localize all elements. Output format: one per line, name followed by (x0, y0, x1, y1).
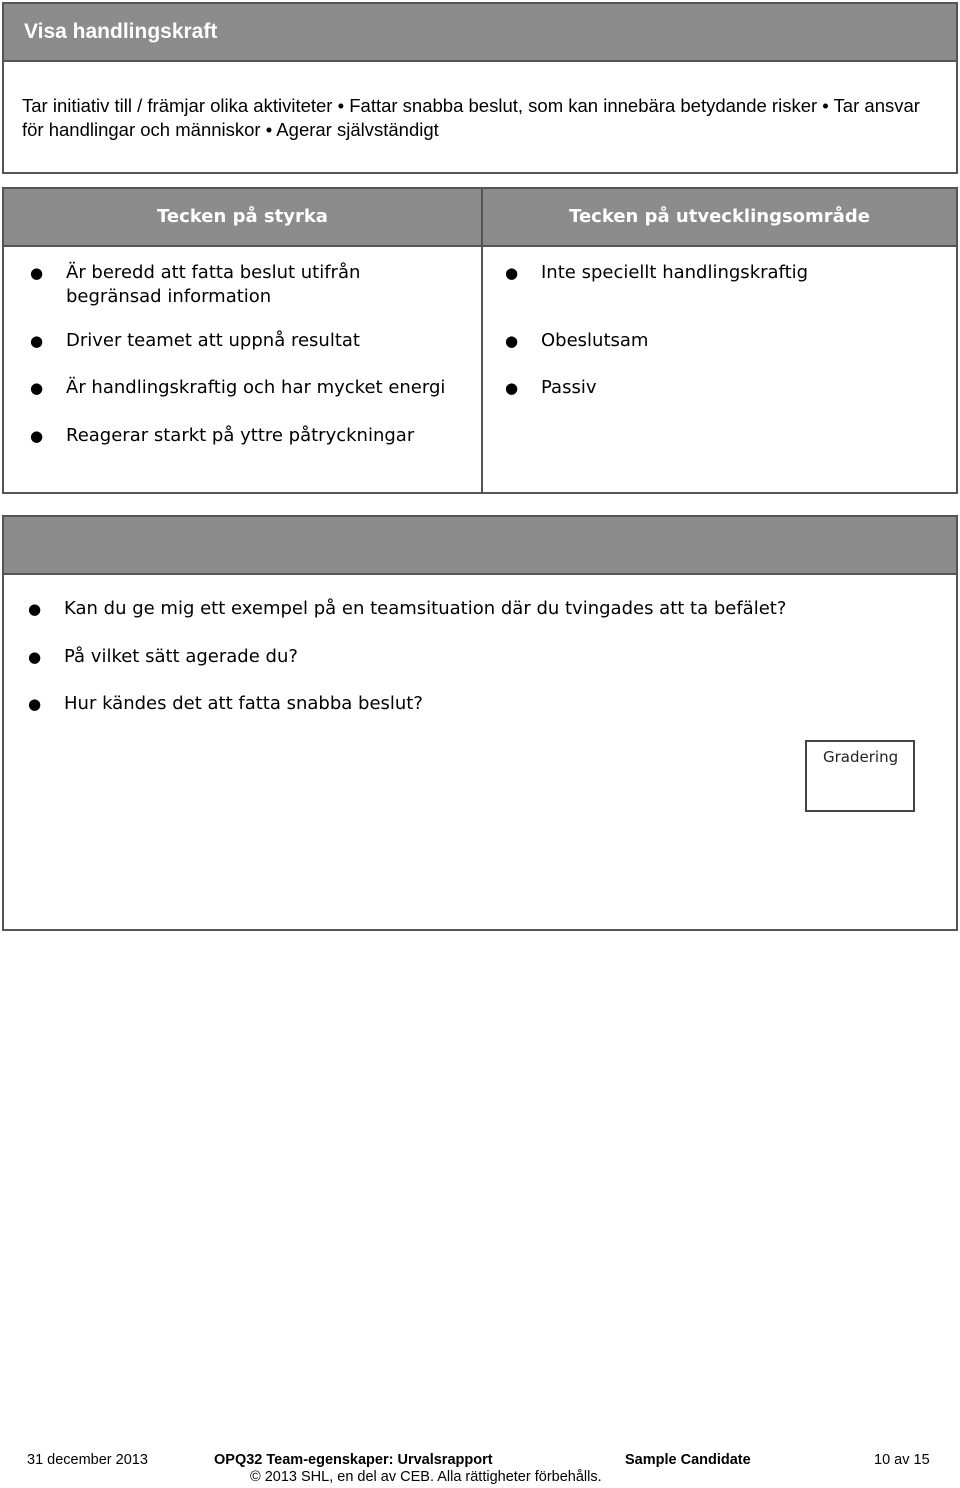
strength-item: ● Reagerar starkt på yttre påtryckningar (30, 425, 415, 446)
bullet-icon: ● (30, 332, 44, 350)
footer-candidate: Sample Candidate (625, 1452, 751, 1468)
bullet-icon: ● (28, 648, 42, 666)
strengths-heading: Tecken på styrka (4, 189, 481, 247)
question-item: ● Hur kändes det att fatta snabba beslut? (28, 693, 423, 714)
competency-section (2, 2, 958, 174)
footer-page-number: 10 av 15 (874, 1452, 930, 1468)
bullet-icon: ● (28, 600, 42, 618)
grading-label: Gradering (823, 748, 899, 766)
development-item: ● Inte speciellt handlingskraftig (505, 262, 809, 283)
development-item: ● Obeslutsam (505, 330, 649, 351)
bullet-icon: ● (505, 379, 519, 397)
competency-description: Tar initiativ till / främjar olika aktiviteter • Fattar snabba beslut, som kan innebära betydande risker • Tar ansvar för handlingar och människor • Agerar självständigt (22, 95, 920, 140)
bullet-icon: ● (30, 379, 44, 397)
development-heading: Tecken på utvecklingsområde (483, 189, 956, 247)
strength-item: ● Är beredd att fatta beslut utifrån begränsad information (30, 262, 361, 307)
development-item: ● Passiv (505, 377, 597, 398)
bullet-icon: ● (30, 264, 44, 282)
questions-section (2, 515, 958, 931)
question-item: ● På vilket sätt agerade du? (28, 646, 298, 667)
indicators-table (2, 187, 958, 494)
footer-report-title: OPQ32 Team-egenskaper: Urvalsrapport (214, 1452, 493, 1468)
footer-date: 31 december 2013 (27, 1452, 148, 1468)
bullet-icon: ● (505, 332, 519, 350)
strength-item: ● Driver teamet att uppnå resultat (30, 330, 360, 351)
footer-copyright: © 2013 SHL, en del av CEB. Alla rättigheter förbehålls. (250, 1469, 602, 1485)
strength-item: ● Är handlingskraftig och har mycket energi (30, 377, 446, 398)
competency-title: Visa handlingskraft (4, 4, 956, 62)
development-column (483, 189, 956, 492)
bullet-icon: ● (505, 264, 519, 282)
question-item: ● Kan du ge mig ett exempel på en teamsituation där du tvingades att ta befälet? (28, 598, 787, 619)
grading-box[interactable] (805, 740, 915, 812)
bullet-icon: ● (28, 695, 42, 713)
strengths-column (4, 189, 483, 492)
bullet-icon: ● (30, 427, 44, 445)
questions-header-bar (4, 517, 956, 575)
